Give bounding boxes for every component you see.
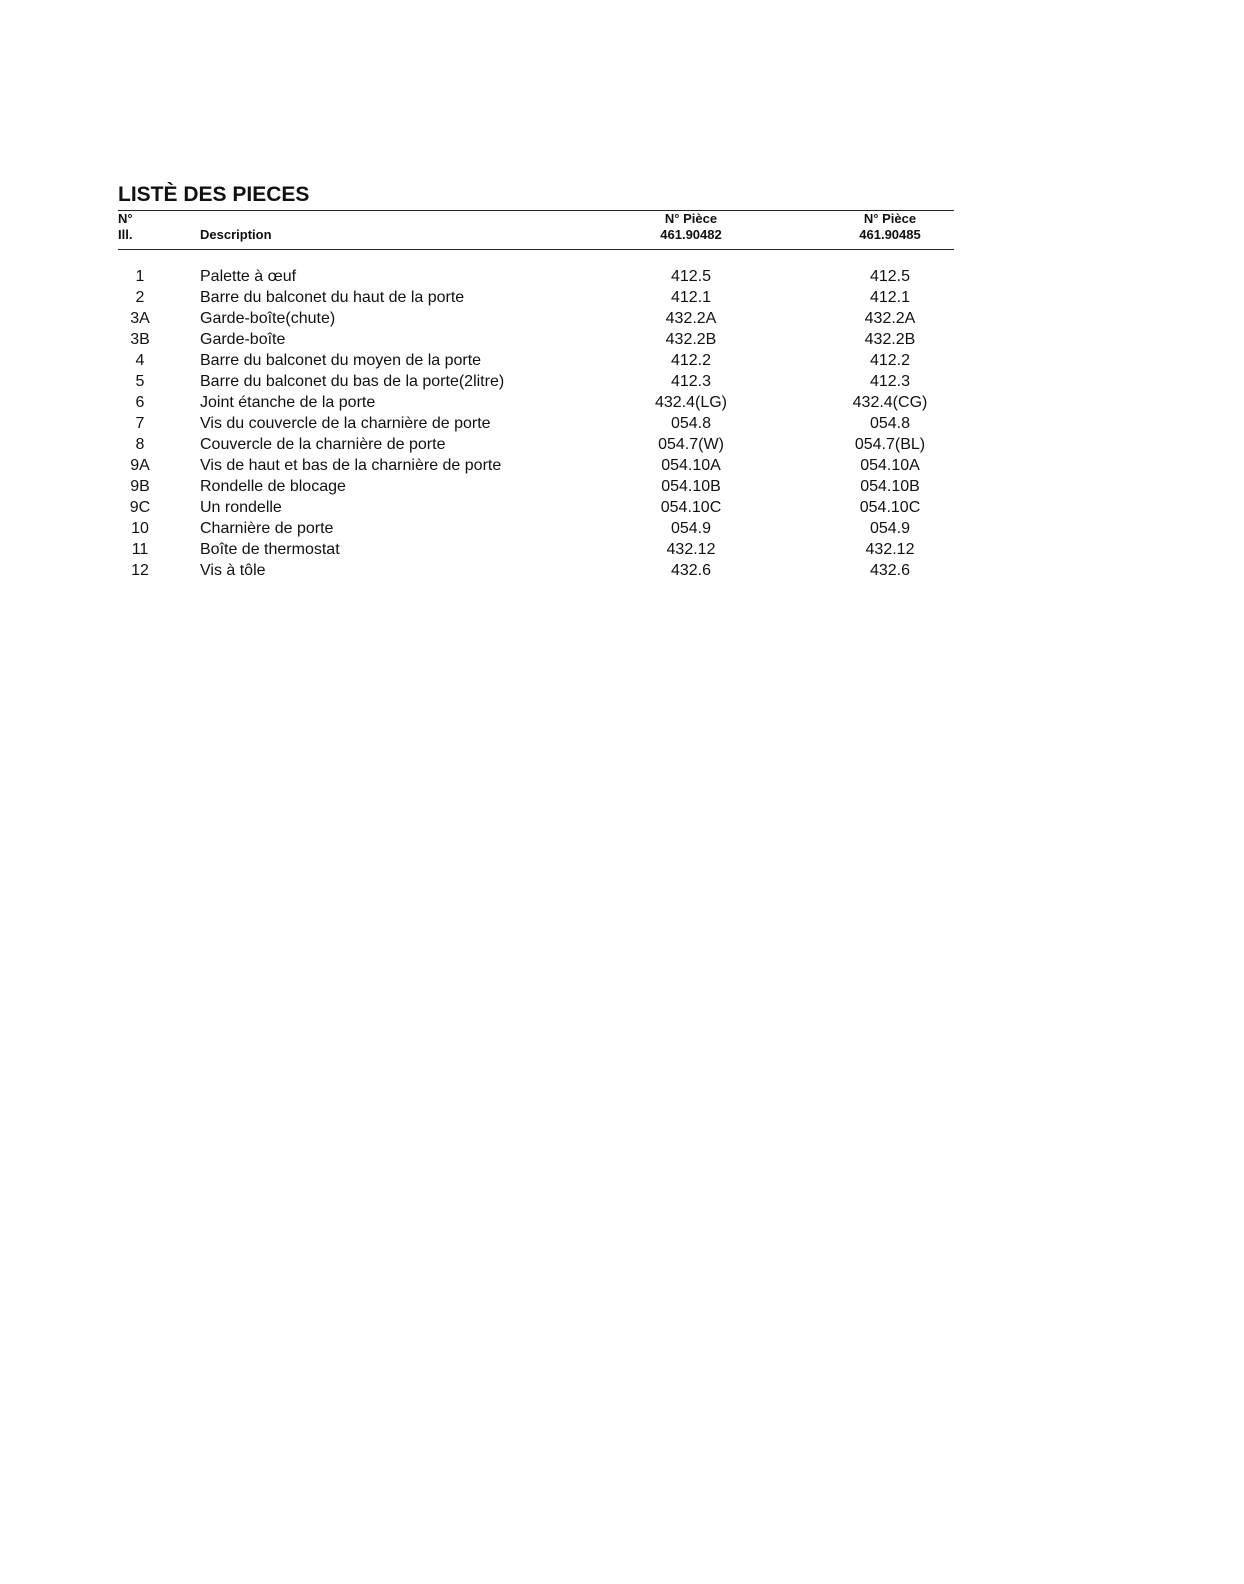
part-number-model-1: 054.10A: [661, 457, 721, 474]
table-row: [118, 350, 954, 371]
part-number-model-2: 054.10A: [860, 457, 920, 474]
part-number-model-1: 412.5: [670, 268, 712, 285]
part-number-model-2: 432.2A: [864, 310, 916, 327]
item-number: 5: [135, 373, 145, 390]
part-number-model-1: 432.12: [666, 541, 716, 558]
item-number: 6: [135, 394, 145, 411]
table-row: [118, 329, 954, 350]
header-number-label: N°: [118, 211, 133, 226]
item-description: Vis à tôle: [200, 562, 266, 579]
table-row: [118, 287, 954, 308]
item-description: Rondelle de blocage: [200, 478, 346, 495]
item-number: 7: [135, 415, 145, 432]
table-row: [118, 518, 954, 539]
table-row: [118, 497, 954, 518]
part-number-model-1: 432.2B: [665, 331, 717, 348]
part-number-model-1: 412.2: [670, 352, 712, 369]
table-header: [118, 211, 954, 249]
table-row: [118, 308, 954, 329]
item-description: Barre du balconet du haut de la porte: [200, 289, 465, 306]
item-description: Un rondelle: [200, 499, 282, 516]
header-part1-label: N° Pièce: [664, 211, 718, 226]
item-description: Palette à œuf: [200, 268, 297, 285]
part-number-model-1: 054.7(W): [658, 436, 724, 453]
table-row: [118, 476, 954, 497]
item-description: Vis de haut et bas de la charnière de porte: [200, 457, 502, 474]
part-number-model-2: 412.1: [869, 289, 911, 306]
item-number: 9C: [129, 499, 151, 516]
item-number: 11: [131, 541, 149, 558]
part-number-model-2: 054.8: [869, 415, 911, 432]
item-number: 4: [135, 352, 145, 369]
item-description: Barre du balconet du bas de la porte(2litre): [200, 373, 505, 390]
part-number-model-2: 432.6: [869, 562, 911, 579]
item-description: Garde-boîte(chute): [200, 310, 336, 327]
item-description: Vis du couvercle de la charnière de porte: [200, 415, 491, 432]
item-number: 2: [135, 289, 145, 306]
part-number-model-1: 432.6: [670, 562, 712, 579]
table-row: [118, 413, 954, 434]
item-number: 9B: [130, 478, 150, 495]
table-row: [118, 434, 954, 455]
part-number-model-2: 412.5: [869, 268, 911, 285]
item-description: Joint étanche de la porte: [200, 394, 376, 411]
part-number-model-2: 054.10C: [859, 499, 921, 516]
table-row: [118, 455, 954, 476]
table-row: [118, 266, 954, 287]
header-ill-label: Ill.: [118, 227, 133, 242]
header-description-label: Description: [200, 227, 272, 242]
part-number-model-2: 412.3: [869, 373, 911, 390]
header-part2-label: N° Pièce: [863, 211, 917, 226]
table-row: [118, 560, 954, 581]
part-number-model-2: 432.12: [865, 541, 915, 558]
part-number-model-2: 054.9: [869, 520, 911, 537]
item-number: 1: [135, 268, 145, 285]
part-number-model-1: 054.8: [670, 415, 712, 432]
document-title: LISTÈ DES PIECES: [118, 183, 310, 206]
table-row: [118, 392, 954, 413]
item-number: 12: [131, 562, 149, 579]
item-description: Couvercle de la charnière de porte: [200, 436, 446, 453]
part-number-model-2: 054.7(BL): [854, 436, 926, 453]
item-number: 10: [131, 520, 149, 537]
part-number-model-1: 054.9: [670, 520, 712, 537]
item-description: Barre du balconet du moyen de la porte: [200, 352, 482, 369]
part-number-model-2: 054.10B: [860, 478, 920, 495]
item-number: 3B: [130, 331, 150, 348]
part-number-model-1: 054.10B: [661, 478, 721, 495]
item-description: Charnière de porte: [200, 520, 334, 537]
part-number-model-2: 432.4(CG): [852, 394, 928, 411]
parts-list-document: [118, 180, 954, 581]
part-number-model-1: 054.10C: [660, 499, 722, 516]
part-number-model-1: 432.4(LG): [654, 394, 728, 411]
part-number-model-2: 412.2: [869, 352, 911, 369]
header-part2-model: 461.90485: [859, 227, 921, 242]
table-row: [118, 539, 954, 560]
part-number-model-1: 412.1: [670, 289, 712, 306]
table-row: [118, 371, 954, 392]
item-description: Boîte de thermostat: [200, 541, 340, 558]
part-number-model-1: 412.3: [670, 373, 712, 390]
item-number: 3A: [130, 310, 150, 327]
item-number: 8: [135, 436, 145, 453]
item-number: 9A: [130, 457, 150, 474]
part-number-model-2: 432.2B: [864, 331, 916, 348]
item-description: Garde-boîte: [200, 331, 286, 348]
part-number-model-1: 432.2A: [665, 310, 717, 327]
header-part1-model: 461.90482: [660, 227, 722, 242]
